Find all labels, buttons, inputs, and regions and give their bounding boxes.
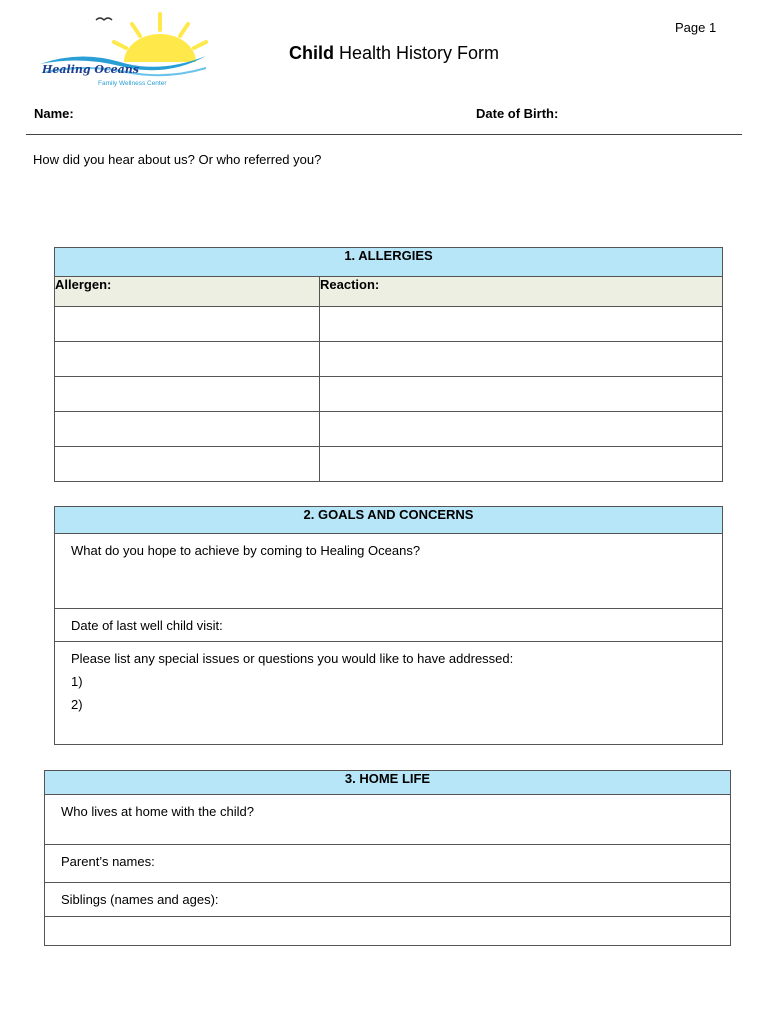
allergen-cell[interactable] — [55, 412, 320, 447]
home-life-table — [44, 770, 731, 946]
who-lives-cell[interactable] — [45, 795, 731, 845]
who-lives-question: Who lives at home with the child? — [61, 804, 254, 819]
allergen-cell[interactable] — [55, 307, 320, 342]
allergies-table — [54, 247, 723, 482]
name-label: Name: — [34, 106, 74, 121]
sun-icon — [124, 34, 196, 62]
allergen-cell[interactable] — [55, 377, 320, 412]
hope-question: What do you hope to achieve by coming to Healing Oceans? — [71, 543, 421, 558]
reaction-cell[interactable] — [320, 342, 723, 377]
issues-cell[interactable] — [55, 642, 723, 745]
form-title-bold: Child — [289, 43, 334, 63]
logo-text: Healing Oceans — [42, 63, 139, 76]
parents-cell[interactable] — [45, 845, 731, 883]
last-visit-label: Date of last well child visit: — [71, 618, 223, 633]
siblings-cell[interactable] — [45, 883, 731, 917]
home-life-title: 3. HOME LIFE — [45, 771, 731, 795]
issues-prompt: Please list any special issues or questions you would like to have addressed: — [71, 651, 514, 666]
reaction-column-header: Reaction: — [320, 277, 723, 307]
form-title-rest: Health History Form — [334, 43, 500, 63]
referral-question: How did you hear about us? Or who referred you? — [33, 152, 322, 167]
last-visit-cell[interactable] — [55, 609, 723, 642]
list-marker-1: 1) — [71, 674, 83, 689]
parents-label: Parent’s names: — [61, 854, 155, 869]
reaction-cell[interactable] — [320, 307, 723, 342]
healing-oceans-logo — [36, 10, 216, 90]
goals-table — [54, 506, 723, 745]
allergy-row — [55, 377, 723, 412]
reaction-cell[interactable] — [320, 447, 723, 482]
reaction-cell[interactable] — [320, 377, 723, 412]
allergy-row — [55, 307, 723, 342]
bird-icon — [96, 18, 112, 20]
allergen-cell[interactable] — [55, 342, 320, 377]
page-number: Page 1 — [675, 20, 717, 35]
allergy-row — [55, 412, 723, 447]
reaction-cell[interactable] — [320, 412, 723, 447]
dob-label: Date of Birth: — [476, 106, 559, 121]
allergy-row — [55, 342, 723, 377]
siblings-label: Siblings (names and ages): — [61, 892, 219, 907]
hope-question-cell[interactable] — [55, 534, 723, 609]
home-extra-cell[interactable] — [45, 917, 731, 946]
allergen-column-header: Allergen: — [55, 277, 320, 307]
logo-tagline: Family Wellness Center — [98, 80, 167, 87]
logo-graphic — [36, 10, 216, 90]
header-divider — [26, 134, 742, 135]
list-marker-2: 2) — [71, 697, 83, 712]
allergy-row — [55, 447, 723, 482]
allergies-title: 1. ALLERGIES — [55, 248, 723, 277]
form-title — [289, 43, 499, 64]
allergen-cell[interactable] — [55, 447, 320, 482]
goals-title: 2. GOALS AND CONCERNS — [55, 507, 723, 534]
